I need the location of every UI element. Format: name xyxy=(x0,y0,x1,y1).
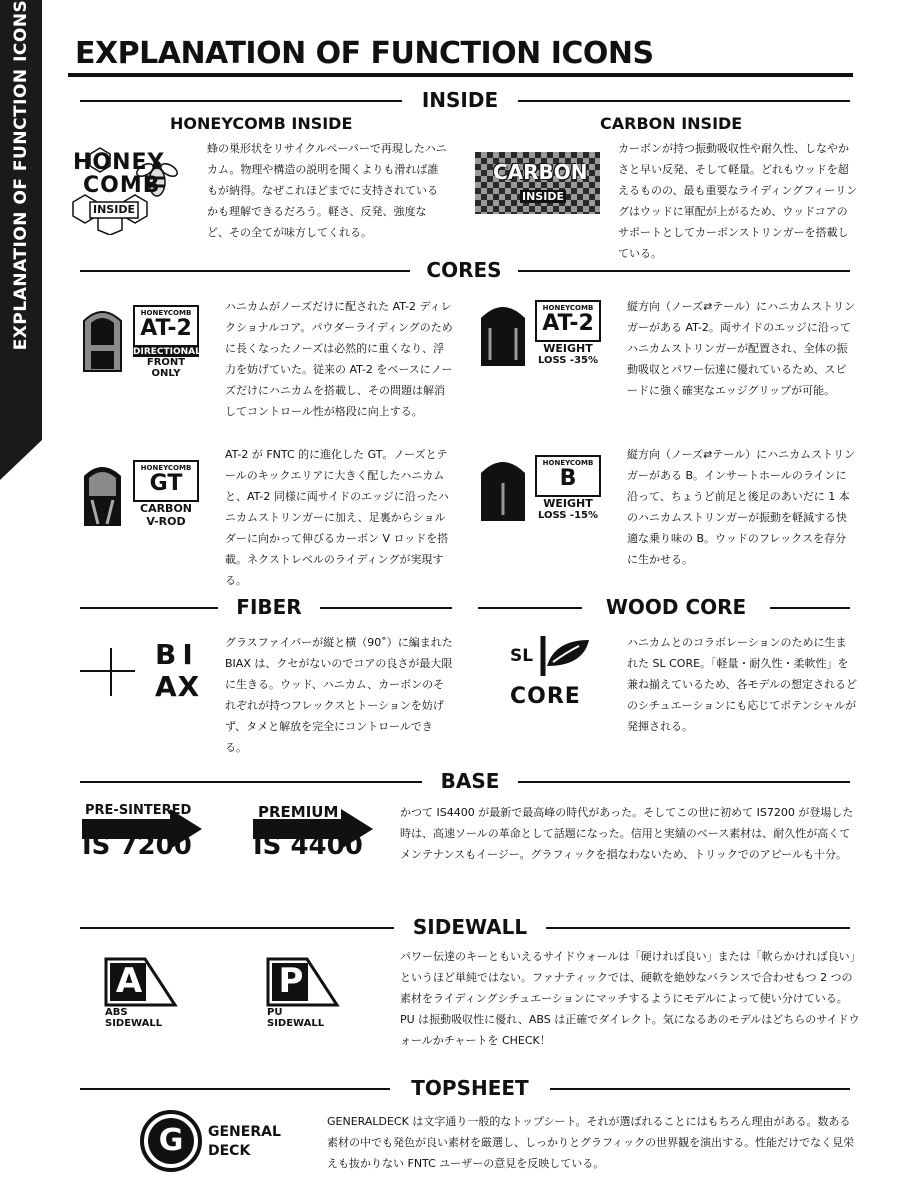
pu-label2: SIDEWALL xyxy=(267,1018,325,1029)
general-deck-label1: GENERAL xyxy=(208,1124,281,1140)
at2-directional-board-icon xyxy=(80,305,125,373)
honeycomb-icon-word-inside: INSIDE xyxy=(93,203,135,216)
premium-base-icon xyxy=(253,803,378,863)
at2-weight-text: 縦方向（ノーズ⇄テール）にハニカムストリンガーがある AT-2。両サイドのエッジに沿ってハニカムストリンガーが配置され、全体の振動吸収とパワー伝達に優れているため、スピードに強く確実なエッジグリップが可能。 xyxy=(627,300,856,397)
side-tab xyxy=(0,0,42,440)
biax-line1: BI xyxy=(155,638,199,671)
b-small: HONEYCOMB xyxy=(542,459,594,467)
sl-core-icon xyxy=(505,632,600,712)
at2-directional-band: DIRECTIONAL xyxy=(133,347,201,357)
gt-sub2: V-ROD xyxy=(146,515,186,528)
sl-core-line2: CORE xyxy=(510,684,581,709)
biax-icon xyxy=(80,640,210,705)
abs-label1: ABS xyxy=(105,1007,128,1018)
at2-weight-sub2: LOSS -35% xyxy=(537,355,599,366)
pu-letter: P xyxy=(278,961,304,1001)
section-title-fiber: FIBER xyxy=(218,595,320,619)
abs-sidewall-icon xyxy=(100,955,180,1035)
section-title-sidewall: SIDEWALL xyxy=(394,915,546,939)
b-big: B xyxy=(559,466,577,491)
honeycomb-inside-icon xyxy=(65,140,190,235)
b-text: 縦方向（ノーズ⇄テール）にハニカムストリンガーがある B。インサートホールのラインに沿って、ちょうど前足と後足のあいだに 1 本のハニカムストリンガーが振動を軽減する快適な乗り味の B。ウッドのフレックスを存分に生かせる。 xyxy=(627,448,856,566)
pre-sintered-base-icon xyxy=(82,803,207,863)
biax-line2: AX xyxy=(155,670,201,703)
section-title-wood-core: WOOD CORE xyxy=(582,595,770,619)
b-sub1: WEIGHT xyxy=(543,497,593,510)
premium-top: PREMIUM xyxy=(258,803,339,821)
title-rule xyxy=(68,73,853,77)
pre-sintered-bottom: IS 7200 xyxy=(82,831,192,861)
gt-text: AT-2 が FNTC 的に進化した GT。ノーズとテールのキックエリアに大きく配したハニカムと、AT-2 同様に両サイドのエッジに沿ったハニカムストリンガーに加え、足裏からショルダーに向かって伸びるカーボン V ロッドを搭載。ネクストレベルのライディングが実現する。 xyxy=(225,448,449,587)
at2-directional-label-icon xyxy=(133,305,201,377)
abs-label2: SIDEWALL xyxy=(105,1018,163,1029)
wood-core-text: ハニカムとのコラボレーションのために生まれた SL CORE。「軽量・耐久性・柔軟性」を兼ね揃えているため、各モデルの想定されるどのシチュエーションにも応じてポテンシャルが発揮される。 xyxy=(627,636,858,733)
sidewall-text: パワー伝達のキーともいえるサイドウォールは「硬ければ良い」または「軟らかければ良い」というほど単純ではない。ファナティックでは、硬軟を絶妙なバランスで合わせもつ 2 つの素材をライディングシチュエーションにマッチするようにモデルによって使い分けている。PU は振動吸収性に優れ、ABS は正確でダイレクト。気になるあのモデルはどちらのサイドウォールかチャートを CHECK！ xyxy=(400,950,860,1047)
at2-weight-label-icon xyxy=(535,300,603,372)
general-deck-icon xyxy=(140,1110,290,1174)
at2-weight-board-icon xyxy=(478,300,528,368)
pu-label1: PU xyxy=(267,1007,283,1018)
premium-bottom: IS 4400 xyxy=(253,831,363,861)
side-tab-label: EXPLANATION OF FUNCTION ICONS xyxy=(11,0,31,351)
section-title-cores: CORES xyxy=(410,258,518,282)
honeycomb-icon-word-honey: HONEY xyxy=(73,150,165,175)
abs-letter: A xyxy=(115,961,143,1001)
gt-board-icon xyxy=(80,460,125,528)
b-board-icon xyxy=(478,455,528,523)
section-title-inside: INSIDE xyxy=(402,88,518,112)
gt-big: GT xyxy=(149,471,183,496)
b-label-icon xyxy=(535,455,603,527)
at2-weight-small: HONEYCOMB xyxy=(542,304,594,312)
carbon-icon-word: CARBON xyxy=(493,160,588,184)
at2-weight-sub1: WEIGHT xyxy=(543,342,593,355)
b-sub2: LOSS -15% xyxy=(537,510,599,521)
side-tab-cut xyxy=(0,440,42,480)
sl-core-line1: SL xyxy=(510,646,534,666)
at2-directional-sub: FRONT ONLY xyxy=(146,357,186,379)
at2-directional-big: AT-2 xyxy=(140,316,192,341)
section-title-topsheet: TOPSHEET xyxy=(390,1076,550,1100)
pre-sintered-top: PRE-SINTERED xyxy=(85,803,192,818)
carbon-inside-title: CARBON INSIDE xyxy=(600,114,743,133)
page-title: EXPLANATION OF FUNCTION ICONS xyxy=(75,36,654,71)
honeycomb-inside-title: HONEYCOMB INSIDE xyxy=(170,114,353,133)
general-deck-label2: DECK xyxy=(208,1143,251,1159)
honeycomb-icon-word-comb: COMB xyxy=(83,173,161,198)
at2-weight-big: AT-2 xyxy=(542,311,594,336)
gt-label-icon xyxy=(133,460,201,532)
general-deck-letter: G xyxy=(158,1123,184,1158)
gt-sub1: CARBON xyxy=(140,502,192,515)
pu-sidewall-icon xyxy=(262,955,342,1035)
at2-directional-text: ハニカムがノーズだけに配された AT-2 ディレクショナルコア。パウダーライディングのために長くなったノーズは必然的に重くなり、浮力を妨げていた。従来の AT-2 をベースにノーズだけにハニカムを搭載し、その問題は解消してコントロール性が格段に向上する。 xyxy=(225,300,453,418)
at2-directional-small: HONEYCOMB xyxy=(140,309,192,317)
gt-small: HONEYCOMB xyxy=(140,464,192,472)
carbon-icon-inside: INSIDE xyxy=(522,190,564,203)
base-text: かつて IS4400 が最新で最高峰の時代があった。そしてこの世に初めて IS7200 が登場した時は、高速ソールの革命として話題になった。信用と実績のベース素材は、耐久性が高くてメンテナンスもイージー。グラフィックを損なわないため、トリックでのアピールも十分。 xyxy=(400,806,854,861)
carbon-inside-text: カーボンが持つ振動吸収性や耐久性、しなやかさと早い反発、そして軽量。どれもウッドを超えるものの、最も重要なライディングフィーリングはウッドに軍配が上がるため、ウッドコアのサポートとしてカーボンストリンガーを搭載している。 xyxy=(618,142,858,260)
honeycomb-inside-text: 蜂の巣形状をリサイクルペーパーで再現したハニカム。物理や構造の説明を聞くよりも滑れば誰もが納得。なぜこれほどまでに支持されているかも理解できるだろう。軽さ、反発、強度など、その全てが味方してくれる。 xyxy=(207,142,447,239)
topsheet-text: GENERALDECK は文字通り一般的なトップシート。それが選ばれることにはもちろん理由がある。数ある素材の中でも発色が良い素材を厳選し、しっかりとグラフィックの世界観を演出する。性能だけでなく見栄えも抜かりない FNTC ユーザーの意見を反映している。 xyxy=(327,1115,855,1170)
section-title-base: BASE xyxy=(422,769,518,793)
carbon-inside-icon xyxy=(475,152,600,214)
fiber-text: グラスファイバーが縦と横（90˚）に編まれた BIAX は、クセがないのでコアの良さが最大限に生きる。ウッド、ハニカム、カーボンのそれぞれが持つフレックスとトーションを妨げず、タメと解放を完全にコントロールできる。 xyxy=(225,636,453,754)
